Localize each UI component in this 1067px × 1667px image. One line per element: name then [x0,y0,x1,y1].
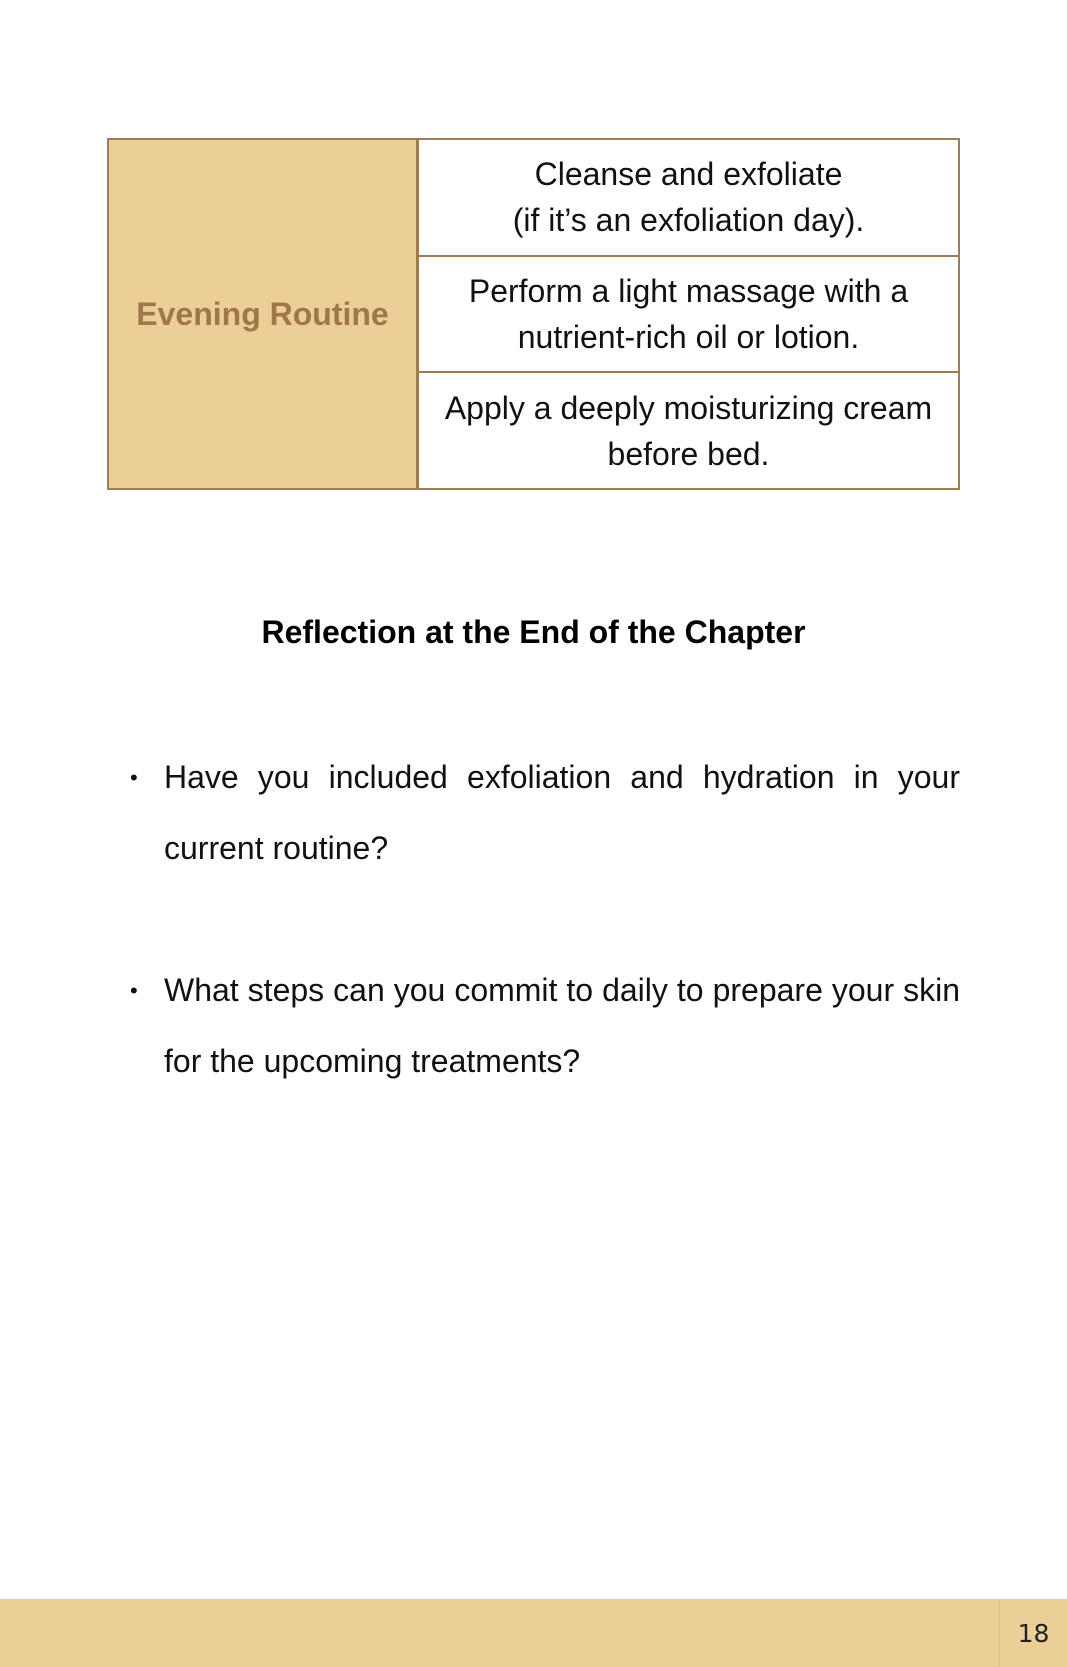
reflection-question [130,742,960,884]
routine-step-text: Cleanse and exfoliate (if it’s an exfoliation day). [512,156,865,239]
routine-header-label: Evening Routine [136,295,389,332]
question-text: What steps can you commit to daily to prepare your skin for the upcoming treatments? [164,972,960,1079]
evening-routine-table [107,138,960,490]
footer-band [0,1599,1067,1667]
reflection-heading: Reflection at the End of the Chapter [261,614,806,650]
routine-steps [419,140,958,488]
reflection-questions [130,742,960,1168]
reflection-question [130,955,960,1097]
page-number: 18 [999,1599,1067,1667]
routine-step-moisturize [419,373,958,488]
routine-step-cleanse [419,140,958,257]
routine-step-text: Perform a light massage with a nutrient-rich oil or lotion. [468,273,909,355]
question-text: Have you included exfoliation and hydration in your current routine? [164,759,960,866]
routine-step-massage [419,257,958,374]
routine-header-cell [109,140,419,488]
bullet-icon: • [130,978,138,1003]
bullet-icon: • [130,765,138,790]
routine-step-text: Apply a deeply moisturizing cream before bed. [444,389,933,472]
